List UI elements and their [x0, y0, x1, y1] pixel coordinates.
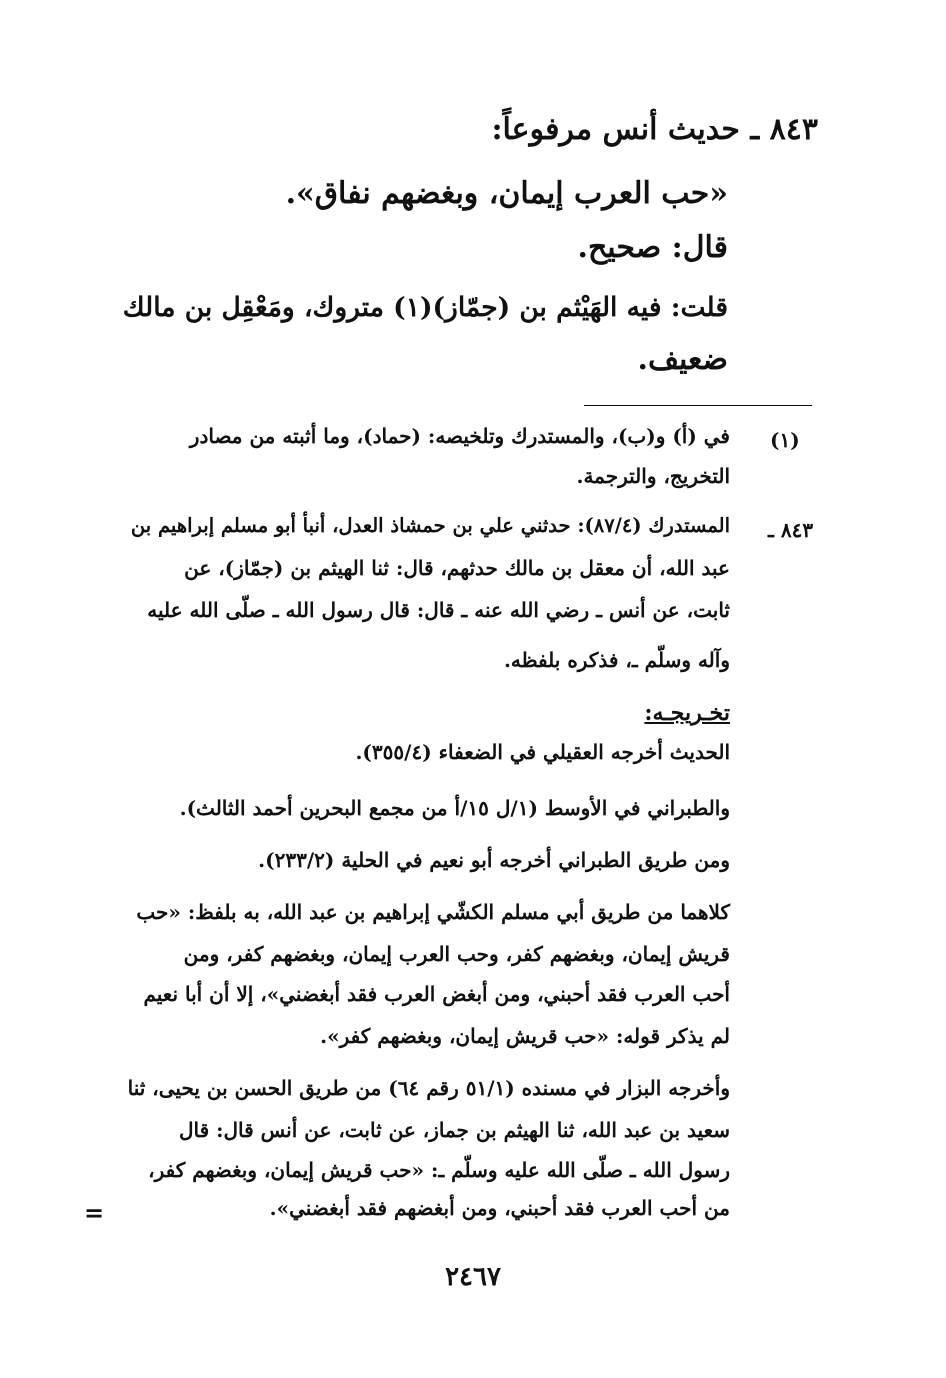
- commentary-number: ٨٤٣ ـ: [768, 518, 814, 542]
- hadith-comment-line-2: ضعيف.: [637, 342, 728, 377]
- commentary-p1-line-4: وآله وسلّم ـ، فذكره بلفظه.: [503, 648, 730, 672]
- page-number: ٢٤٦٧: [445, 1262, 501, 1292]
- takhrij-line-2: والطبراني في الأوسط (١/ل ١٥/أ من مجمع البحرين أحمد الثالث).: [179, 796, 730, 820]
- continuation-mark: =: [84, 1198, 105, 1227]
- commentary-p1-line-2: عبد الله، أن معقل بن مالك حدثهم، قال: ثنا الهيثم بن (جمّاز)، عن: [184, 556, 730, 580]
- takhrij-p5-line-1: وأخرجه البزار في مسنده (٥١/١ رقم ٦٤) من طريق الحسن بن يحيى، ثنا: [127, 1076, 730, 1100]
- commentary-p1-line-3: ثابت، عن أنس ـ رضي الله عنه ـ قال: قال رسول الله ـ صلّى الله عليه: [147, 598, 730, 622]
- takhrij-p4-line-2: قريش إيمان، وبغضهم كفر، وحب العرب إيمان، وبغضهم كفر، ومن: [183, 942, 730, 966]
- takhrij-p4-line-1: كلاهما من طريق أبي مسلم الكشّي إبراهيم بن عبد الله، به بلفظ: «حب: [136, 900, 730, 924]
- takhrij-p5-line-2: سعيد بن عبد الله، ثنا الهيثم بن جماز، عن ثابت، عن أنس قال: قال: [178, 1118, 730, 1142]
- commentary-block: [118, 0, 730, 1240]
- hadith-text: «حب العرب إيمان، وبغضهم نفاق».: [285, 176, 728, 211]
- hadith-heading: ٨٤٣ ـ حديث أنس مرفوعاً:: [491, 112, 818, 147]
- footnote-marker: (١): [770, 428, 800, 452]
- hadith-comment-line-1: قلت: فيه الهَيْثم بن (جمّاز)(١) متروك، ومَعْقِل بن مالك: [122, 292, 728, 323]
- footnote-line-1: في (أ) و(ب)، والمستدرك وتلخيصه: (حماد)، وما أثبته من مصادر: [189, 424, 730, 448]
- takhrij-p4-line-4: لم يذكر قوله: «حب قريش إيمان، وبغضهم كفر».: [320, 1024, 730, 1048]
- footnote-line-2: التخريج، والترجمة.: [576, 464, 730, 488]
- commentary-p1-line-1: المستدرك (٨٧/٤): حدثني علي بن حمشاذ العدل، أنبأ أبو مسلم إبراهيم بن: [130, 514, 730, 537]
- takhrij-title: تخـريجـه:: [644, 700, 730, 726]
- takhrij-p5-line-4: من أحب العرب فقد أحبني، ومن أبغضهم فقد أبغضني».: [269, 1196, 730, 1220]
- takhrij-line-1: الحديث أخرجه العقيلي في الضعفاء (٣٥٥/٤).: [355, 740, 730, 764]
- takhrij-p5-line-3: رسول الله ـ صلّى الله عليه وسلّم ـ: «حب قريش إيمان، وبغضهم كفر،: [148, 1158, 730, 1182]
- takhrij-p4-line-3: أحب العرب فقد أحبني، ومن أبغض العرب فقد أبغضني»، إلا أن أبا نعيم: [143, 982, 730, 1006]
- takhrij-line-3: ومن طريق الطبراني أخرجه أبو نعيم في الحلية (٢٣٣/٢).: [258, 848, 730, 872]
- hadith-verdict: قال: صحيح.: [577, 230, 728, 265]
